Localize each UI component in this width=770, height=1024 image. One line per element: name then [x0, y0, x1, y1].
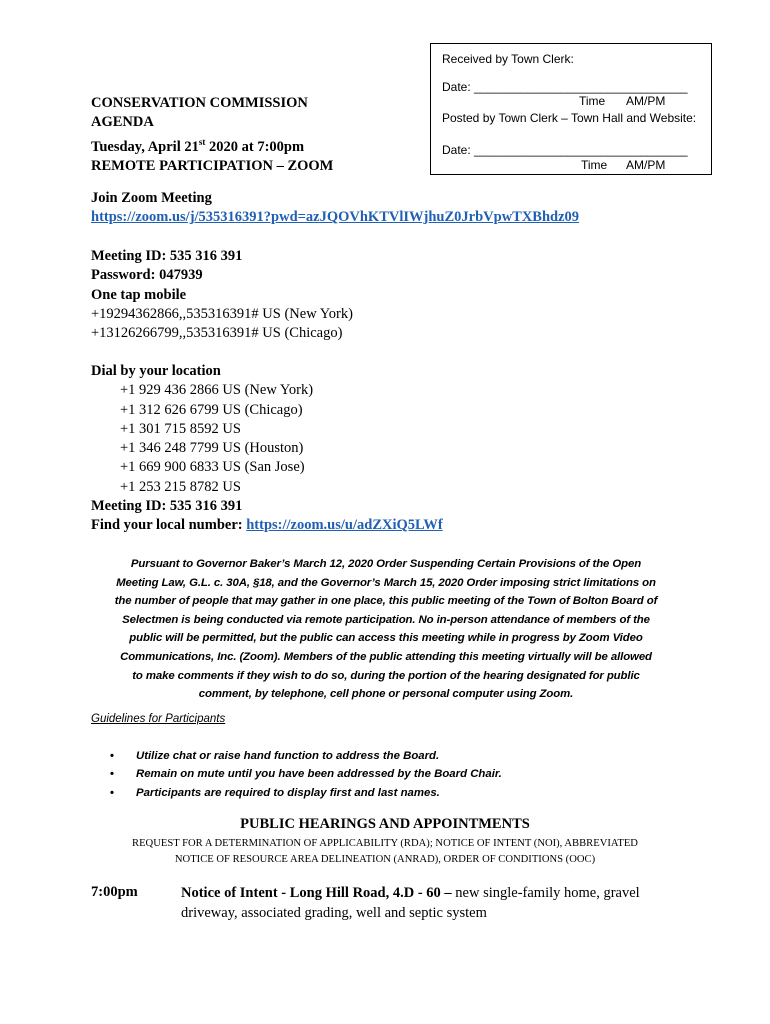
open-meeting-law-notice	[88, 555, 684, 704]
join-zoom-section	[91, 189, 579, 228]
notice-line: Meeting Law, G.L. c. 30A, §18, and the Governor’s March 15, 2020 Order imposing strict limitations on	[116, 576, 656, 589]
posted-date-line: Date: ________________________________	[442, 143, 688, 157]
agenda-item-description	[181, 884, 681, 923]
tap-number: +13126266799,,535316391# US (Chicago)	[91, 325, 343, 342]
town-clerk-box	[430, 43, 712, 175]
dial-number: +1 669 900 6833 US (San Jose)	[120, 459, 305, 476]
join-zoom-label: Join Zoom Meeting	[91, 190, 212, 206]
dial-section	[91, 362, 443, 536]
agenda-item-title: Notice of Intent - Long Hill Road, 4.D - 60 –	[181, 885, 452, 901]
received-date-line: Date: ________________________________	[442, 80, 688, 94]
notice-line: Pursuant to Governor Baker’s March 12, 2020 Order Suspending Certain Provisions of the Open	[130, 558, 642, 570]
posted-time-label: Time	[581, 158, 608, 172]
received-ampm-label: AM/PM	[626, 94, 666, 108]
join-zoom-link[interactable]: https://zoom.us/j/535316391?pwd=azJQOVhKTVlIWjhuZ0JrbVpwTXBhdz09	[91, 209, 580, 226]
bullet-icon: •	[110, 768, 114, 781]
meeting-id-repeat: Meeting ID: 535 316 391	[91, 498, 243, 515]
participation-mode: REMOTE PARTICIPATION – ZOOM	[91, 157, 334, 174]
posted-ampm-label: AM/PM	[626, 158, 666, 172]
dial-number: +1 929 436 2866 US (New York)	[120, 382, 314, 399]
public-hearings-title: PUBLIC HEARINGS AND APPOINTMENTS	[240, 816, 530, 832]
dial-number: +1 312 626 6799 US (Chicago)	[120, 401, 303, 418]
dial-number: +1 301 715 8592 US	[120, 420, 241, 437]
dial-number: +1 346 248 7799 US (Houston)	[120, 440, 304, 457]
notice-line: to make comments if they wish to do so, during the portion of the hearing designated for public	[132, 669, 640, 682]
agenda-header	[91, 94, 333, 176]
agenda-item-time: 7:00pm	[91, 884, 138, 900]
notice-line: comment, by telephone, cell phone or personal computer using Zoom.	[198, 688, 574, 701]
meeting-id: Meeting ID: 535 316 391	[91, 248, 243, 264]
bullet-icon: •	[110, 786, 114, 799]
meeting-date: Tuesday, April 21st 2020 at 7:00pm	[91, 136, 305, 155]
find-local-number: Find your local number: https://zoom.us/u/adZXiQ5LWf	[91, 517, 443, 534]
posted-label: Posted by Town Clerk – Town Hall and Website:	[442, 111, 697, 125]
meeting-password: Password: 047939	[91, 267, 203, 284]
received-time-label: Time	[579, 94, 606, 108]
bullet-icon: •	[110, 750, 114, 762]
dial-number: +1 253 215 8782 US	[120, 478, 241, 495]
notice-line: the number of people that may gather in one place, this public meeting of the Town of Bolton Board of	[114, 595, 658, 608]
tap-number: +19294362866,,535316391# US (New York)	[91, 305, 353, 322]
list-item: • Utilize chat or raise hand function to address the Board.	[110, 747, 502, 765]
notice-line: public will be permitted, but the public can access this meeting while in progress by Zoom Video	[129, 632, 643, 645]
one-tap-label: One tap mobile	[91, 286, 187, 303]
guidelines-heading: Guidelines for Participants	[91, 713, 226, 725]
received-label: Received by Town Clerk:	[442, 52, 574, 66]
dial-label: Dial by your location	[91, 363, 221, 379]
list-item: • Participants are required to display first and last names.	[110, 784, 502, 802]
meeting-info	[91, 247, 353, 343]
local-number-link[interactable]: https://zoom.us/u/adZXiQ5LWf	[246, 517, 443, 534]
commission-name: CONSERVATION COMMISSION	[91, 95, 308, 111]
public-hearings-subtitle: REQUEST FOR A DETERMINATION OF APPLICABILITY (RDA); NOTICE OF INTENT (NOI), ABBREVIATED NOTICE OF RESOURCE AREA DELINEATION (ANRAD), ORDER OF CONDITIONS (OOC)	[132, 838, 638, 865]
agenda-item-details: new single-family home, gravel driveway, associated grading, well and septic system	[181, 885, 640, 921]
list-item: • Remain on mute until you have been addressed by the Board Chair.	[110, 765, 502, 783]
guidelines-list	[110, 747, 502, 802]
notice-line: Selectmen is being conducted via remote participation. No in-person attendance of members of the	[122, 613, 650, 626]
document-type: AGENDA	[91, 114, 154, 131]
notice-line: Communications, Inc. (Zoom). Members of the public attending this meeting virtually will be allowed	[120, 650, 652, 663]
